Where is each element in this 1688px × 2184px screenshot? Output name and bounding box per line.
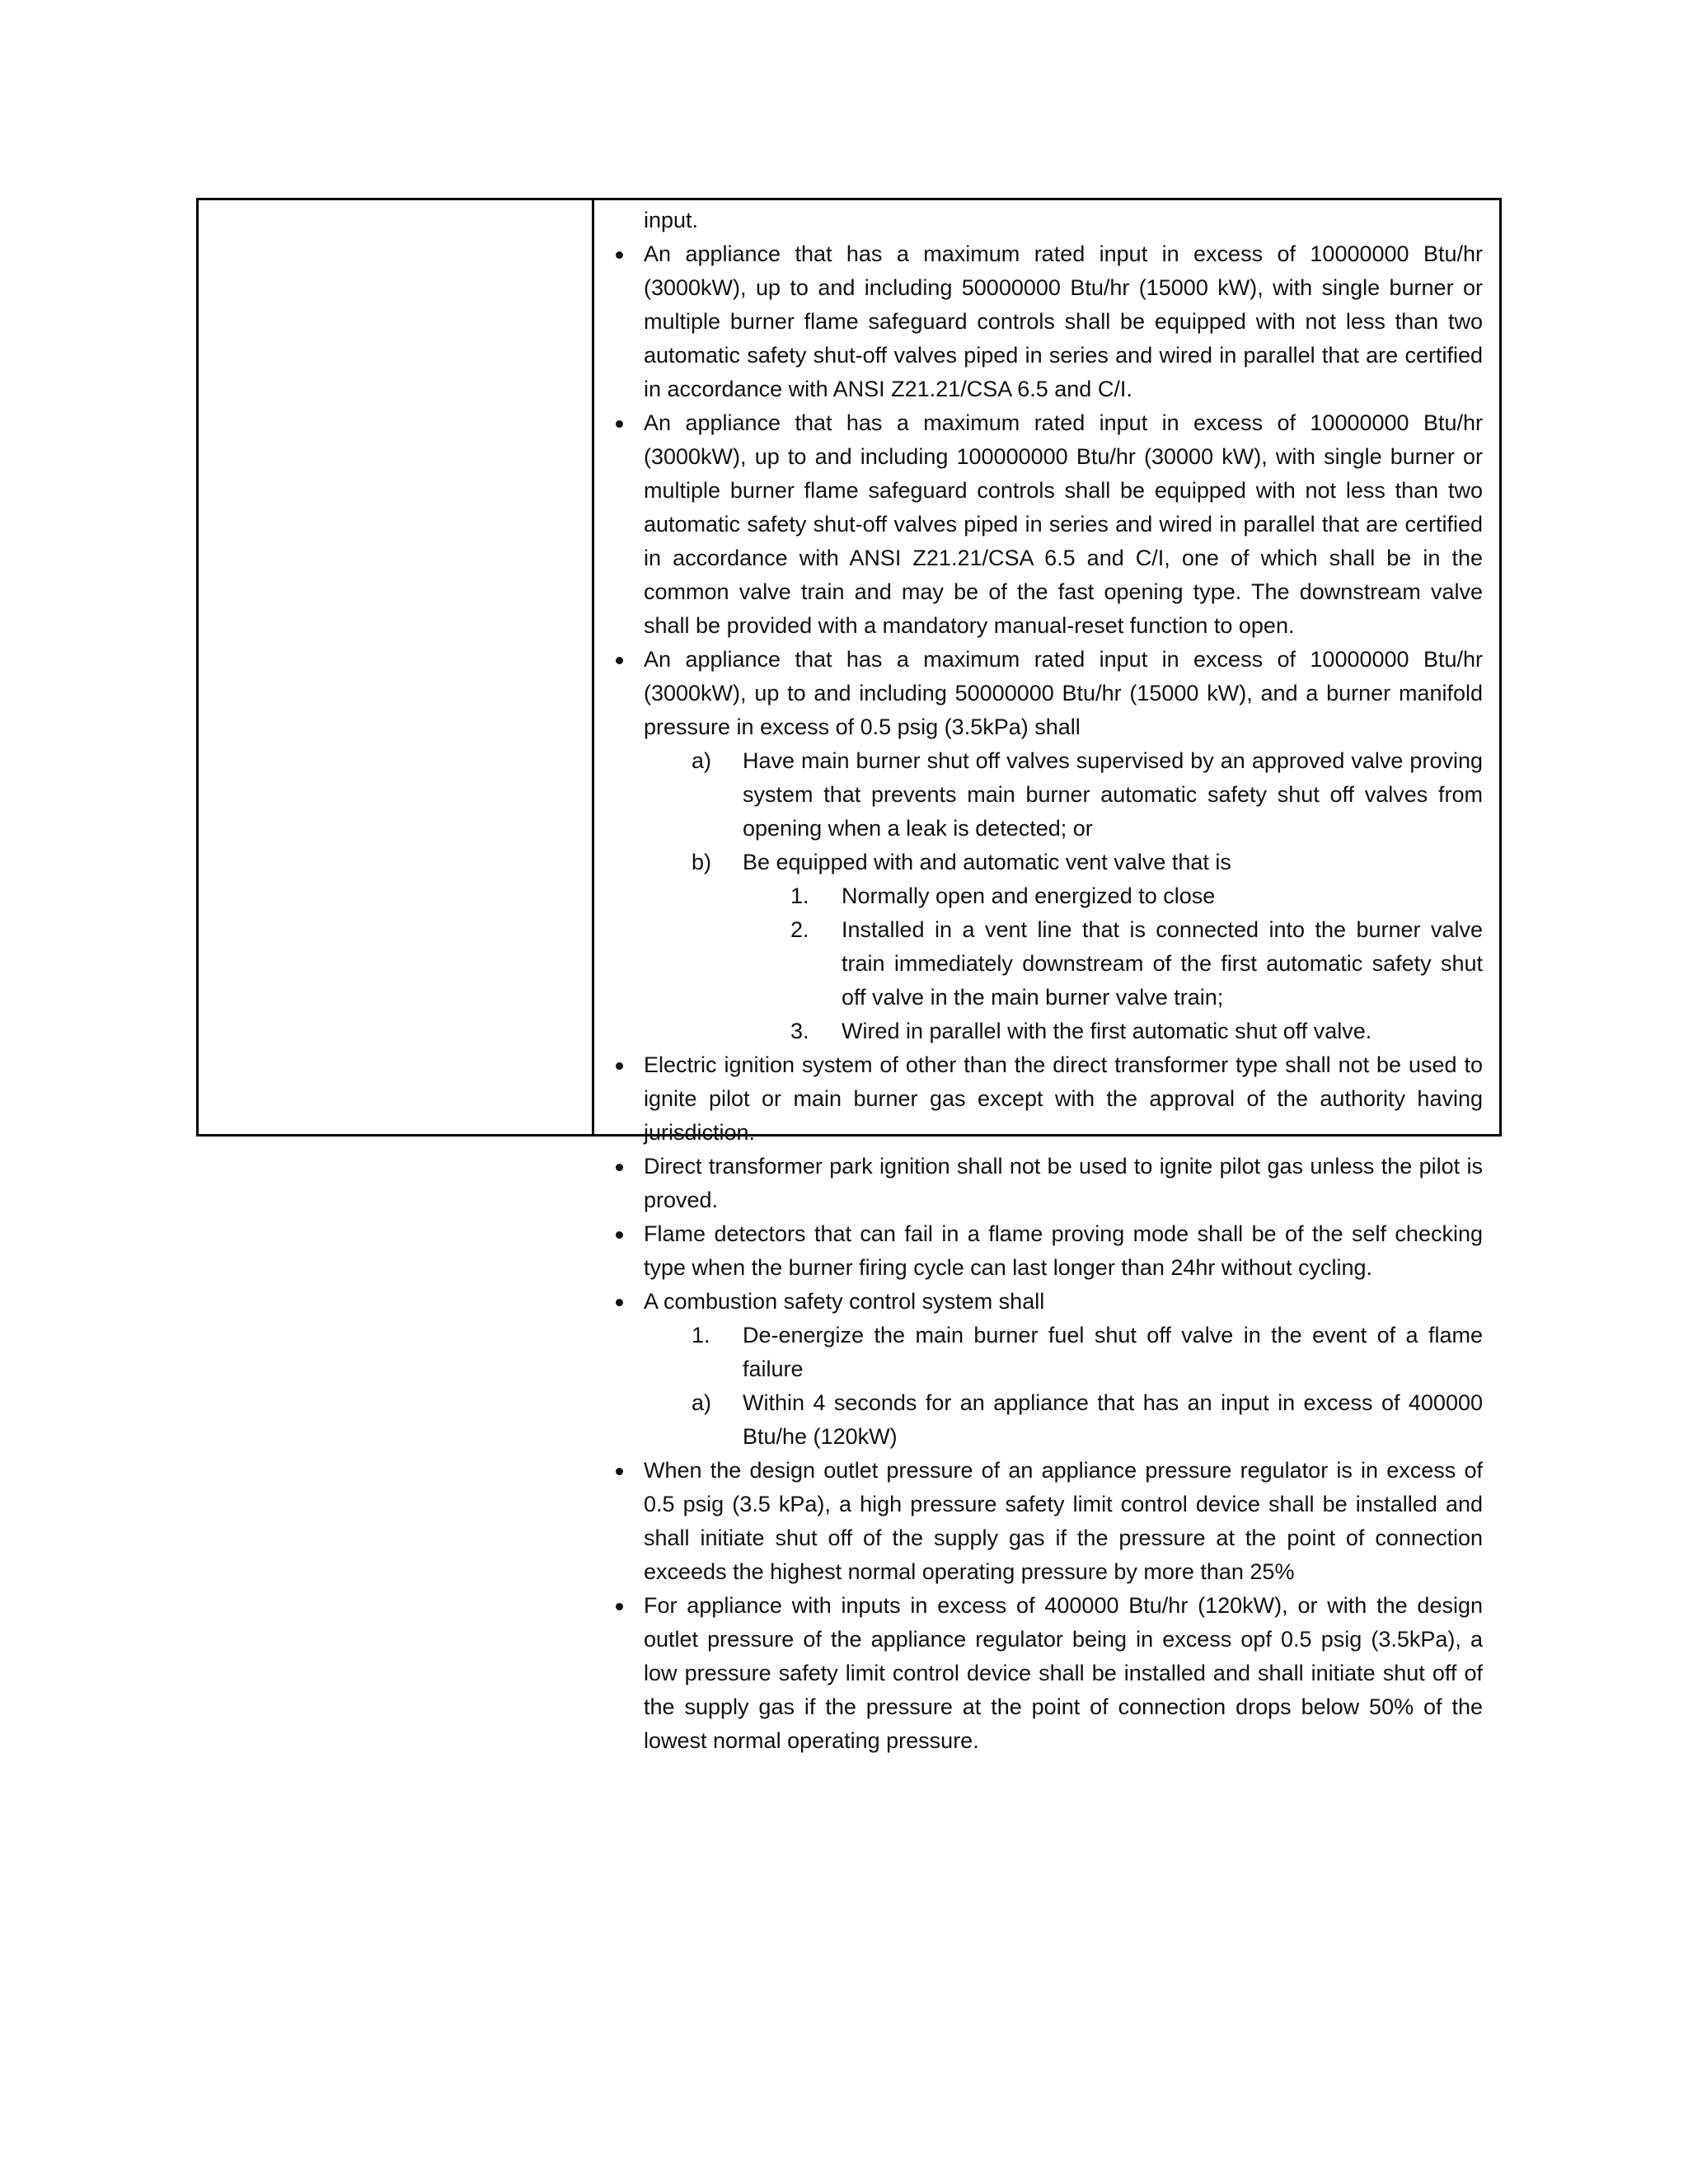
sub-item (644, 744, 1483, 846)
sub-item-marker: a) (692, 1390, 712, 1415)
bullet-item: Electric ignition system of other than the direct transformer type shall not be used to ignite pilot or main burner gas except with the approval of the authority having jurisdiction. (644, 1048, 1483, 1150)
sub-item-marker: b) (692, 850, 712, 874)
sub-item (644, 846, 1483, 879)
table-left-cell (199, 200, 594, 1134)
sub-item-text: De-energize the main burner fuel shut off valve in the event of a flame failure (743, 1323, 1483, 1381)
sub-item-text: Be equipped with and automatic vent valve that is (743, 850, 1231, 874)
bullet-item: An appliance that has a maximum rated input in excess of 10000000 Btu/hr (3000kW), up to and including 50000000 Btu/hr (15000 kW), and a burner manifold pressure in excess of 0.5 psig (3.5kPa) shall (644, 643, 1483, 744)
bullet-item: For appliance with inputs in excess of 400000 Btu/hr (120kW), or with the design outlet pressure of the appliance regulator being in excess opf 0.5 psig (3.5kPa), a low pressure safety limit control device shall be installed and shall initiate shut off of the supply gas if the pressure at the point of connection drops below 50% of the lowest normal operating pressure. (644, 1589, 1483, 1758)
bullet-item: Direct transformer park ignition shall not be used to ignite pilot gas unless the pilot is proved. (644, 1150, 1483, 1217)
bullet-item: An appliance that has a maximum rated input in excess of 10000000 Btu/hr (3000kW), up to and including 100000000 Btu/hr (30000 kW), with single burner or multiple burner flame safeguard controls shall be equipped with not less than two automatic safety shut-off valves piped in series and wired in parallel that are certified in accordance with ANSI Z21.21/CSA 6.5 and C/I, one of which shall be in the common valve train and may be of the fast opening type. The downstream valve shall be provided with a mandatory manual-reset function to open. (644, 406, 1483, 643)
sub-item-marker: 1. (692, 1323, 710, 1347)
sub-sub-item-marker: 2. (790, 917, 809, 942)
sub-sub-item-marker: 1. (790, 883, 809, 908)
bullet-item: A combustion safety control system shall (644, 1285, 1483, 1319)
sub-sub-item (644, 913, 1483, 1015)
sub-sub-item-marker: 3. (790, 1019, 809, 1043)
sub-sub-item (644, 1015, 1483, 1048)
sub-item (644, 1319, 1483, 1386)
document-table (196, 198, 1502, 1753)
sub-sub-item (644, 879, 1483, 913)
bullet-item: When the design outlet pressure of an appliance pressure regulator is in excess of 0.5 psig (3.5 kPa), a high pressure safety limit control device shall be installed and shall initiate shut off of the supply gas if the pressure at the point of connection exceeds the highest normal operating pressure by more than 25% (644, 1454, 1483, 1589)
sub-sub-item-text: Normally open and energized to close (842, 883, 1216, 908)
sub-sub-item-text: Installed in a vent line that is connected into the burner valve train immediately downstream of the first automatic safety shut off valve in the main burner valve train; (842, 917, 1483, 1010)
sub-item-text: Have main burner shut off valves supervised by an approved valve proving system that prevents main burner automatic safety shut off valves from opening when a leak is detected; or (743, 748, 1483, 841)
sub-item-text: Within 4 seconds for an appliance that has an input in excess of 400000 Btu/he (120kW) (743, 1390, 1483, 1449)
sub-sub-item-text: Wired in parallel with the first automatic shut off valve. (842, 1019, 1372, 1043)
sub-item (644, 1386, 1483, 1454)
bullet-item: Flame detectors that can fail in a flame proving mode shall be of the self checking type when the burner firing cycle can last longer than 24hr without cycling. (644, 1217, 1483, 1285)
bullet-item: An appliance that has a maximum rated input in excess of 10000000 Btu/hr (3000kW), up to and including 50000000 Btu/hr (15000 kW), with single burner or multiple burner flame safeguard controls shall be equipped with not less than two automatic safety shut-off valves piped in series and wired in parallel that are certified in accordance with ANSI Z21.21/CSA 6.5 and C/I. (644, 237, 1483, 406)
continuation-text: input. (644, 208, 699, 232)
sub-item-marker: a) (692, 748, 712, 773)
table-right-cell (594, 200, 1499, 1753)
